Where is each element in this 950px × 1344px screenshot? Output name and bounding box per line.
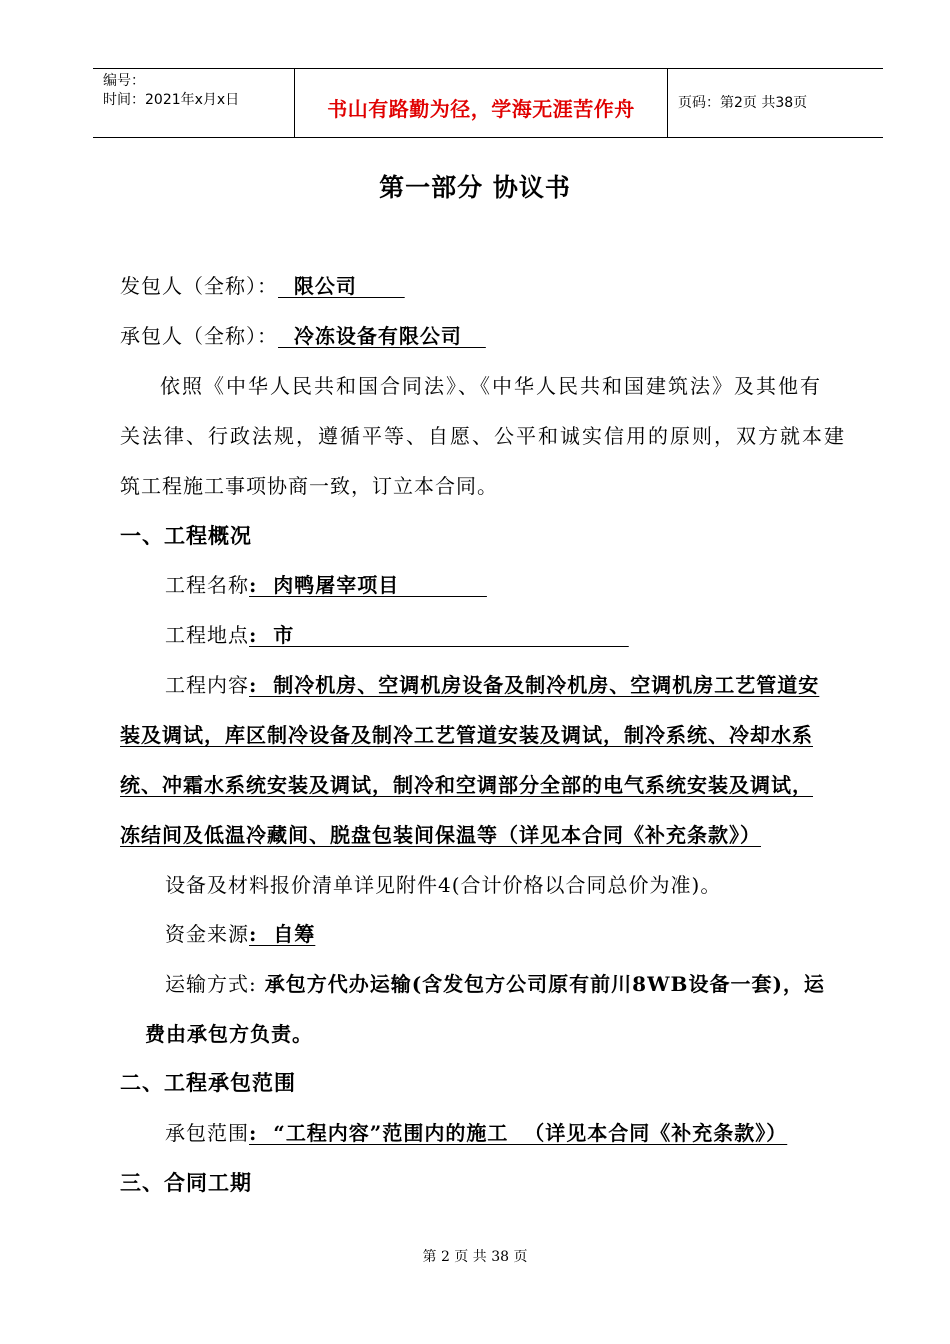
contractor-line: [120, 323, 486, 349]
transport-label: 运输方式:: [165, 972, 257, 996]
fund-source-line: [165, 921, 315, 947]
project-name-value: : 肉鸭屠宰项目: [249, 573, 487, 597]
page-footer: 第 2 页 共 38 页: [422, 1249, 528, 1265]
contractor-label: 承包人（全称）：: [120, 324, 278, 348]
contractor-value: 冷冻设备有限公司: [278, 324, 486, 348]
header-right-cell: [668, 69, 883, 137]
project-site-value: : 市: [249, 623, 629, 647]
transport-line-2: 费由承包方负责。: [145, 1022, 313, 1046]
project-name-line: [165, 572, 487, 598]
project-content-line-2: 装及调试，库区制冷设备及制冷工艺管道安装及调试，制冷系统、冷却水系: [120, 723, 813, 747]
scope-label: 承包范围: [165, 1121, 249, 1145]
section-heading-2: 二、工程承包范围: [120, 1071, 296, 1095]
header-middle-cell: [295, 69, 668, 137]
motto: 书山有路勤为径，学海无涯苦作舟: [327, 97, 635, 121]
price-note-line: 设备及材料报价清单详见附件4(合计价格以合同总价为准)。: [165, 873, 722, 897]
section-heading-1: 一、工程概况: [120, 524, 252, 548]
project-content-line-3: 统、冲霜水系统安装及调试，制冷和空调部分全部的电气系统安装及调试，: [120, 773, 813, 797]
page-title: 第一部分 协议书: [379, 173, 571, 202]
project-site-label: 工程地点: [165, 623, 249, 647]
header-table: [93, 68, 883, 138]
project-content-line-1: [165, 672, 819, 698]
intro-line-1: 依照《中华人民共和国合同法》、《中华人民共和国建筑法》及其他有: [160, 374, 822, 398]
transport-line-1: [165, 971, 825, 997]
project-site-line: [165, 622, 629, 648]
employer-value: 限公司: [278, 274, 405, 298]
intro-line-3: 筑工程施工事项协商一致，订立本合同。: [120, 474, 498, 498]
section-heading-3: 三、合同工期: [120, 1171, 252, 1195]
project-name-label: 工程名称: [165, 573, 249, 597]
fund-source-value: : 自筹: [249, 922, 316, 946]
intro-line-2: 关法律、行政法规，遵循平等、自愿、公平和诚实信用的原则，双方就本建: [120, 424, 846, 448]
project-content-value-1: : 制冷机房、空调机房设备及制冷机房、空调机房工艺管道安: [249, 673, 820, 697]
page-label: 页码：第2页 共38页: [678, 95, 808, 111]
time-label: 时间：2021年x月x日: [103, 92, 240, 108]
project-content-label: 工程内容: [165, 673, 249, 697]
fund-source-label: 资金来源: [165, 922, 249, 946]
scope-line: [165, 1120, 787, 1146]
employer-line: [120, 273, 405, 299]
number-label: 编号：: [103, 73, 145, 89]
transport-value-1: 承包方代办运输(含发包方公司原有前川8WB设备一套)，运: [256, 972, 825, 996]
project-content-line-4: 冻结间及低温冷藏间、脱盘包装间保温等（详见本合同《补充条款》）: [120, 823, 761, 847]
header-left-cell: [93, 69, 295, 137]
scope-value: : “工程内容”范围内的施工 （详见本合同《补充条款》）: [249, 1121, 788, 1145]
employer-label: 发包人（全称）：: [120, 274, 278, 298]
